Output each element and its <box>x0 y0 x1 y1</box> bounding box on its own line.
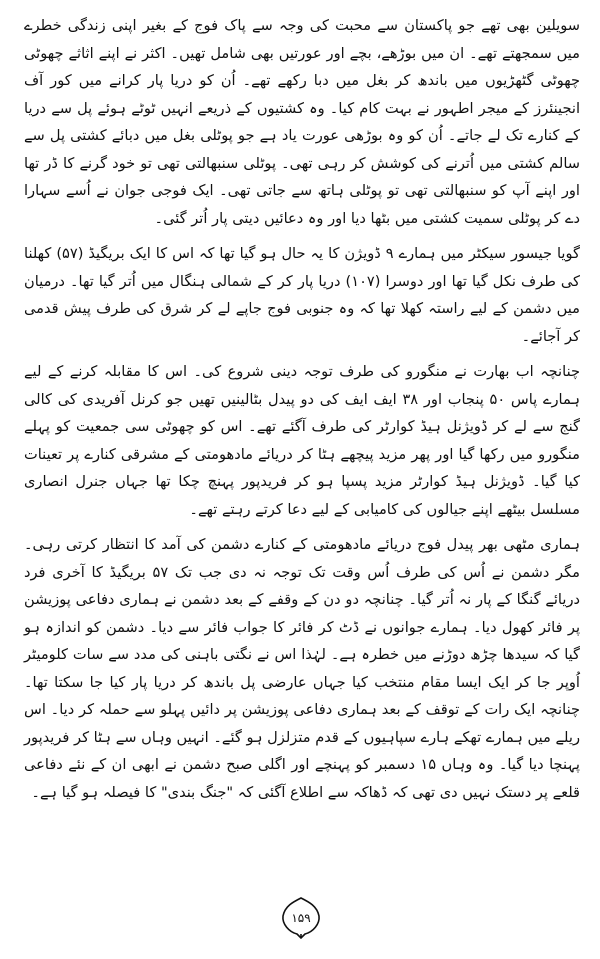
paragraph-madhumati-defense: ہماری مٹھی بھر پیدل فوج دریائے مادھومتی کے کنارے دشمن کی آمد کا انتظار کرتی رہی۔ مگر دشمن نے اُس کی طرف اُس وقت تک توجہ نہ دی جب تک ۵۷ بریگیڈ کا آخری فرد دریائے گنگا کے پار نہ اُتر گیا۔ چنانچہ دو دن کے وقفے کے بعد دشمن نے ہماری دفاعی پوزیشن پر فائر کھول دیا۔ ہمارے جوانوں نے ڈٹ کر فائر کا جواب فائر سے دیا۔ دشمن کو اندازہ ہو گیا کہ سیدھا چڑھ دوڑنے میں خطرہ ہے۔ لہٰذا اس نے نگتی باہنی کی مدد سے سات کلومیٹر اُوپر جا کر ایک ایسا مقام منتخب کیا جہاں عارضی پل باندھ کر دریا پار کیا جا سکتا تھا۔ چنانچہ ایک رات کے توقف کے بعد ہماری دفاعی پوزیشن پر دائیں پہلو سے حملہ کر دیا۔ اس ریلے میں ہمارے تھکے ہارے سپاہیوں کے قدم متزلزل ہو گئے۔ انہیں وہاں سے ہٹا کر فریدپور پہنچا دیا گیا۔ وہ وہاں ۱۵ دسمبر کو پہنچے اور اگلی صبح دشمن نے ابھی ان کے نئے دفاعی قلعے پر دستک نہیں دی تھی کہ ڈھاکہ سے اطلاع آگئی کہ "جنگ بندی" کا فیصلہ ہو گیا ہے۔ <box>24 536 580 801</box>
paragraph-jessore-sector: گویا جیسور سیکٹر میں ہمارے ۹ ڈویژن کا یہ حال ہو گیا تھا کہ اس کا ایک بریگیڈ (۵۷) کھلنا کی طرف نکل گیا تھا اور دوسرا (۱۰۷) دریا پار کر کے شمالی ہنگال میں اُتر گیا تھا۔ درمیان میں دشمن کے لیے راستہ کھلا تھا کہ وہ جنوبی فوج جاپے لے کر شرق کی طرف پیش قدمی کر آجائے۔ <box>24 245 580 345</box>
page-number-ornament <box>279 896 323 940</box>
body-text <box>24 12 580 812</box>
page-number: ۱۵۹ <box>291 911 311 925</box>
paragraph-civilians: سویلین بھی تھے جو پاکستان سے محبت کی وجہ سے پاک فوج کے بغیر اپنی زندگی خطرے میں سمجھتے تھے۔ ان میں بوڑھے، بچے اور عورتیں بھی شامل تھیں۔ اکثر نے اپنے اثاثے چھوٹی چھوٹی گٹھڑیوں میں باندھ کر بغل میں دبا رکھے تھے۔ اُن کو دریا پار کرانے میں کور آف انجینئرز کے میجر اطہور نے بہت کام کیا۔ وہ کشتیوں کے ذریعے انہیں ٹوٹے ہوئے پل سے دریا کے کنارے تک لے جاتے۔ اُن کو وہ بوڑھی عورت یاد ہے جو پوٹلی بغل میں دبائے کشتی پل سے سالم کشتی میں اُترنے کی کوشش کر رہی تھی۔ پوٹلی سنبھالتی تھی تو خود گرنے کا ڈر تھا اور اپنے آپ کو سنبھالتی تھی تو پوٹلی ہاتھ سے جاتی تھی۔ ایک فوجی جوان نے اُسے سہارا دے کر پوٹلی سمیت کشتی میں بٹھا دیا اور وہ دعائیں دیتی پار اُتر گئی۔ <box>24 17 580 227</box>
paragraph-india-focus: چنانچہ اب بھارت نے منگورو کی طرف توجہ دینی شروع کی۔ اس کا مقابلہ کرنے کے لیے ہمارے پاس ۵۰ پنجاب اور ۳۸ ایف ایف کی دو پیدل بٹالینیں تھیں جو کرنل آفریدی کی کالی گنج سے لے کر ڈویژنل ہیڈ کوارٹر کی طرف آگئے تھے۔ اس کو چھوٹی سی جمعیت کو پہلے منگورو میں رکھا گیا اور پھر مزید پیچھے ہٹا کر دریائے مادھومتی کے مشرقی کنارے پر تعینات کیا گیا۔ ڈویژنل ہیڈ کوارٹر مزید پسپا ہو کر فریدپور پہنچ چکا تھا جہاں جنرل انصاری مسلسل بیٹھے اپنے جیالوں کی کامیابی کے لیے دعا کرتے رہتے تھے۔ <box>24 363 580 518</box>
